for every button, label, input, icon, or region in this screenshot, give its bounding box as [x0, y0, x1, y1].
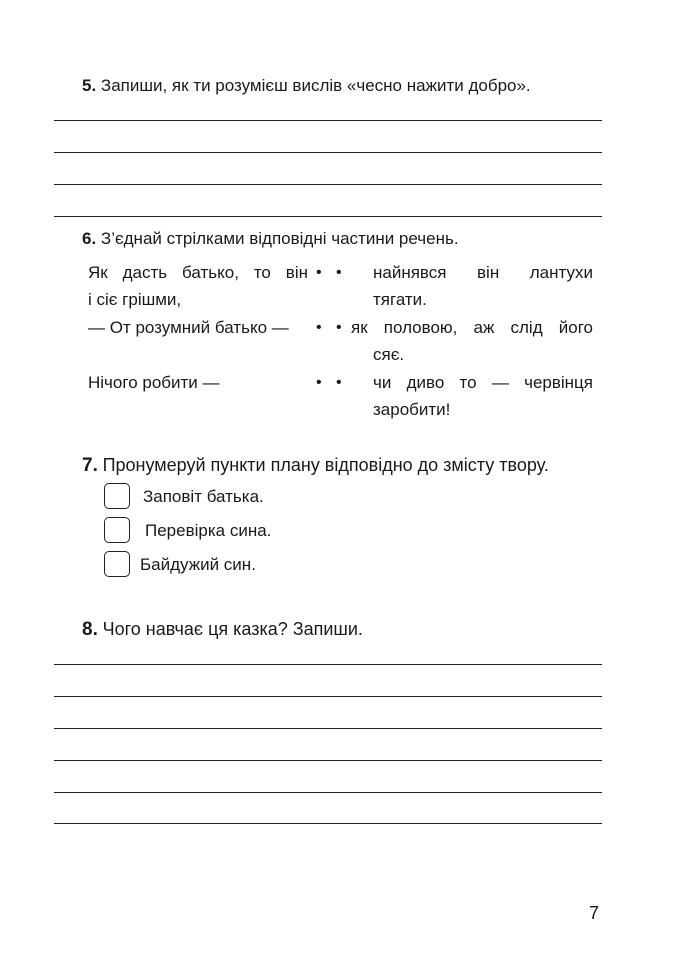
right-phrase-3-line-1: чи диво то — червінця	[373, 373, 593, 392]
right-phrase-1	[373, 259, 593, 313]
answer-line[interactable]	[54, 216, 602, 217]
task-7-heading	[82, 455, 549, 477]
task-6-text: З’єднай стрілками відповідні частини речень.	[100, 229, 459, 248]
right-phrase-3	[373, 369, 593, 423]
answer-line[interactable]	[54, 823, 602, 824]
left-phrase-3	[88, 369, 308, 396]
right-phrase-3-line-2: заробити!	[373, 400, 451, 419]
task-8-heading	[82, 619, 363, 641]
left-phrase-1-line-2: і сіє грішми,	[88, 290, 182, 309]
left-connector-dot[interactable]: •	[316, 374, 322, 391]
task-7-text: Пронумеруй пункти плану відповідно до змісту твору.	[102, 455, 549, 475]
plan-number-box[interactable]	[104, 483, 130, 509]
plan-item-1: Заповіт батька.	[143, 487, 264, 506]
right-phrase-2	[351, 314, 593, 368]
right-phrase-2-line-1: як половою, аж слід його	[351, 318, 593, 337]
left-phrase-2	[88, 314, 308, 341]
left-connector-dot[interactable]: •	[316, 319, 322, 336]
answer-line[interactable]	[54, 792, 602, 793]
page-number: 7	[589, 903, 600, 923]
left-phrase-3-text: Нічого робити —	[88, 373, 220, 392]
right-phrase-2-line-2: сяє.	[373, 345, 405, 364]
answer-line[interactable]	[54, 728, 602, 729]
left-connector-dot[interactable]: •	[316, 264, 322, 281]
task-6-heading	[82, 229, 459, 249]
answer-line[interactable]	[54, 760, 602, 761]
task-7-number: 7.	[82, 455, 98, 476]
answer-line[interactable]	[54, 184, 602, 185]
right-phrase-1-line-1: найнявся він лантухи	[373, 263, 593, 282]
right-connector-dot[interactable]: •	[336, 264, 342, 281]
answer-line[interactable]	[54, 152, 602, 153]
task-5-text: Запиши, як ти розумієш вислів «чесно нажити добро».	[100, 76, 531, 95]
task-6-number: 6.	[82, 229, 97, 248]
right-connector-dot[interactable]: •	[336, 374, 342, 391]
left-phrase-1-line-1: Як дасть батько, то він	[88, 263, 308, 282]
left-phrase-1	[88, 259, 308, 313]
answer-line[interactable]	[54, 120, 602, 121]
answer-line[interactable]	[54, 664, 602, 665]
task-5-number: 5.	[82, 76, 97, 95]
task-5-heading	[82, 76, 531, 96]
answer-line[interactable]	[54, 696, 602, 697]
task-8-number: 8.	[82, 619, 98, 640]
plan-number-box[interactable]	[104, 517, 130, 543]
right-connector-dot[interactable]: •	[336, 319, 342, 336]
left-phrase-2-text: — От розумний батько —	[88, 318, 289, 337]
right-phrase-1-line-2: тягати.	[373, 290, 427, 309]
task-8-text: Чого навчає ця казка? Запиши.	[102, 619, 363, 639]
plan-item-3: Байдужий син.	[140, 555, 256, 574]
plan-item-2: Перевірка сина.	[145, 521, 272, 540]
plan-number-box[interactable]	[104, 551, 130, 577]
